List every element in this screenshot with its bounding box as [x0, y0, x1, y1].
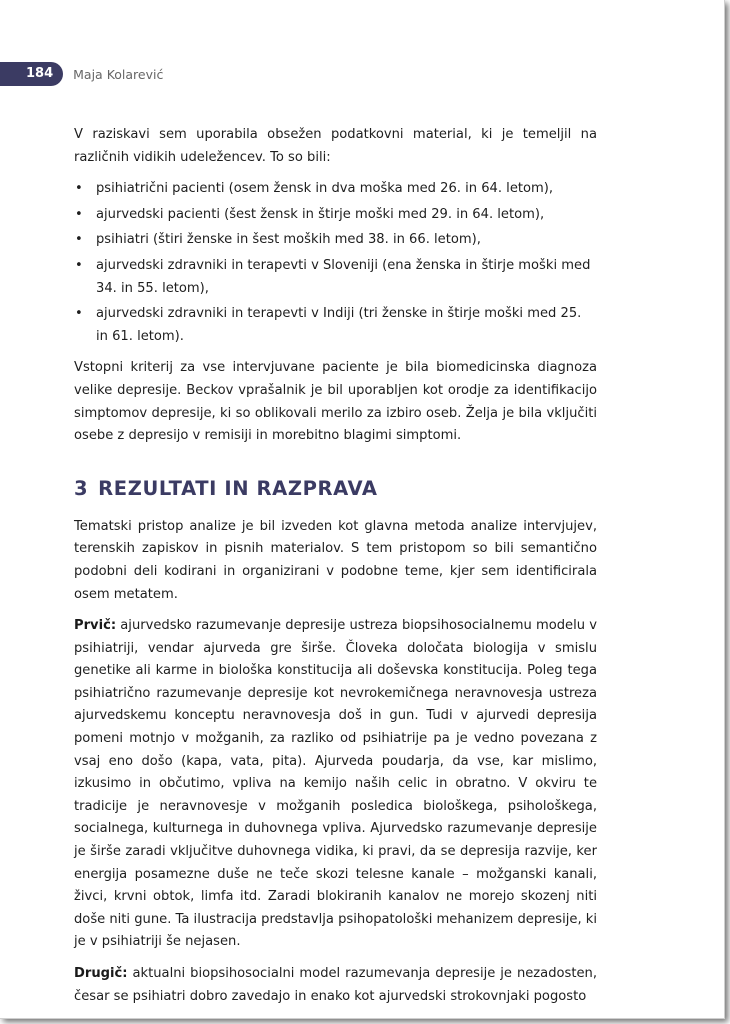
list-item-text: psihiatri (štiri ženske in šest moških med 38. in 66. letom), [96, 232, 481, 248]
participant-list [74, 178, 597, 348]
intro-paragraph: V raziskavi sem uporabila obsežen podatkovni material, ki je temeljil na različnih vidikih udeležencev. To so bili: [74, 127, 597, 165]
bullet: • [75, 306, 83, 322]
bullet: • [75, 232, 83, 248]
section-title: REZULTATI IN RAZPRAVA [98, 476, 378, 500]
section-number: 3 [74, 476, 89, 500]
list-item-text: ajurvedski zdravniki in terapevti v Indiji (tri ženske in štirje moški med 25. in 61. letom). [96, 306, 582, 344]
list-item [74, 178, 597, 201]
thematic-paragraph: Tematski pristop analize je bil izveden kot glavna metoda analize intervjujev, terenskih zapiskov in pisnih materialov. S tem pristopom so bili semantično podobni deli kodirani in organizirani v podobne teme, kjer sem identificirala osem metatem. [74, 518, 597, 602]
first-lead: Prvič: [74, 618, 117, 634]
page-number: 184 [0, 62, 63, 86]
list-item [74, 229, 597, 252]
list-item-text: ajurvedski pacienti (šest žensk in štirje moški med 29. in 64. letom), [96, 206, 545, 222]
second-lead: Drugič: [74, 966, 128, 981]
author-name: Maja Kolarević [73, 66, 164, 82]
body-text [74, 124, 597, 1017]
section-heading [74, 476, 597, 502]
running-header [0, 62, 163, 86]
list-item [74, 204, 597, 227]
list-item [74, 303, 597, 348]
bullet: • [75, 181, 83, 197]
first-finding-paragraph [74, 615, 597, 954]
bullet: • [75, 257, 83, 273]
criteria-paragraph: Vstopni kriterij za vse intervjuvane paciente je bila biomedicinska diagnoza velike depresije. Beckov vprašalnik je bil uporabljen kot orodje za identifikacijo simptomov depresije, ki so oblikovali merilo za izbiro oseb. Želja je bila vključiti osebe z depresijo v remisiji in morebitno blagimi simptomi. [74, 360, 597, 444]
list-item-text: ajurvedski zdravniki in terapevti v Sloveniji (ena ženska in štirje moški med 34. in 55. letom), [96, 257, 591, 296]
first-text: ajurvedsko razumevanje depresije ustreza biopsihosocialnemu modelu v psihiatriji, vendar ajurveda gre širše. Človeka določata biologija v smislu genetike ali karme in biološka konstitucija ali doševska konstitucija. Poleg tega psihiatrično razumevanje depresije kot nevrokemičnega neravnovesja ustreza ajurvedskemu konceptu neravnovesja doš in gun. Tudi v ajurvedi depresija pomeni motnjo v možganih, za razliko od psihiatrije pa je vedno povezana z vsaj eno došo (kapa, vata, pita). Ajurveda poudarja, da vse, kar mislimo, izkusimo in občutimo, vpliva na kemijo naših celic in obratno. V okviru te tradicije je neravnovesje v možganih posledica biološkega, psihološkega, socialnega, kulturnega in duhovnega vpliva. Ajurvedsko razumevanje depresije je širše zaradi vključitve duhovnega vidika, ki pravi, da se depresija razvije, ker energija posamezne duše ne teče skozi telesne kanale – možganski kanali, živci, krvni obtok, limfa itd. Zaradi blokiranih kanalov ne morejo skozenj niti doše niti gune. Ta ilustracija predstavlja psihopatološki mehanizem depresije, ki je v psihiatriji še nejasen. [74, 618, 597, 950]
second-text: aktualni biopsihosocialni model razumevanja depresije je nezadosten, česar se psihiatri dobro zavedajo in enako kot ajurvedski strokovnjaki pogosto [74, 966, 597, 1004]
list-item [74, 255, 597, 300]
bullet: • [75, 206, 83, 222]
second-finding-paragraph [74, 963, 597, 1008]
list-item-text: psihiatrični pacienti (osem žensk in dva moška med 26. in 64. letom), [96, 181, 554, 197]
